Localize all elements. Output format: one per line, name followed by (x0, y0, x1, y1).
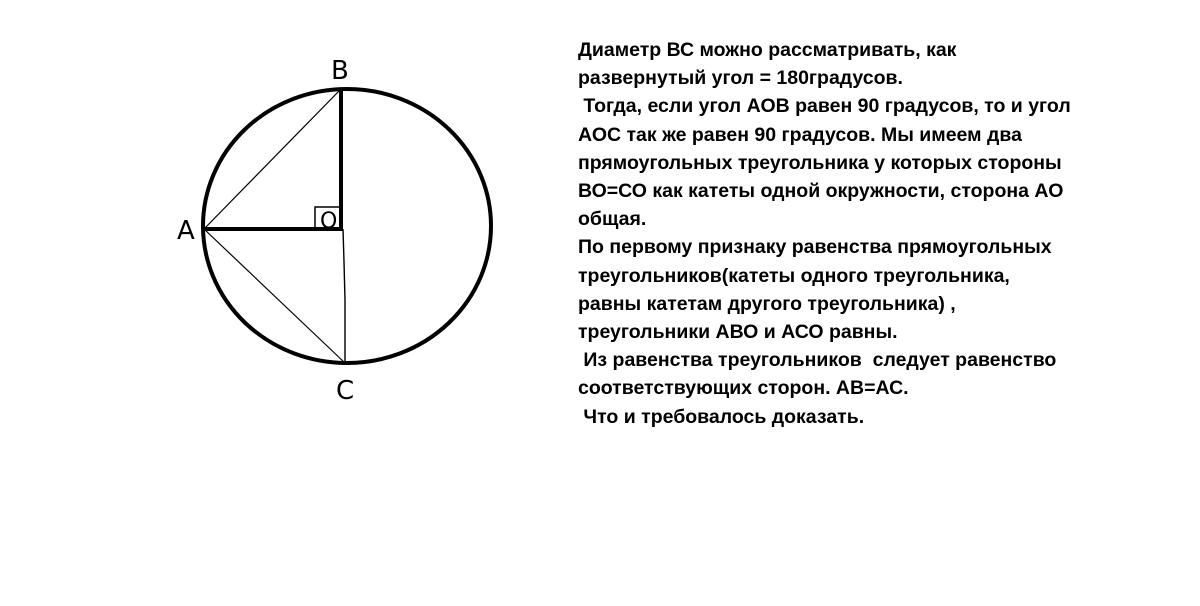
proof-line: Тогда, если угол АОВ равен 90 градусов, то и угол (578, 95, 1071, 118)
label-o: O (320, 209, 338, 234)
proof-line: соответствующих сторон. АВ=АС. (578, 377, 909, 400)
proof-text (578, 36, 1188, 431)
proof-line: прямоугольных треугольника у которых стороны (578, 151, 1062, 174)
proof-line: развернутый угол = 180градусов. (578, 67, 903, 90)
proof-line: ВО=СО как катеты одной окружности, сторона АО (578, 180, 1064, 203)
circle (203, 89, 491, 363)
geometry-diagram (0, 0, 560, 606)
proof-line: АОС так же равен 90 градусов. Мы имеем два (578, 123, 1022, 146)
point-b (338, 88, 342, 92)
proof-line: треугольники АВО и АСО равны. (578, 321, 898, 344)
radius-oc (343, 229, 345, 363)
proof-line: треугольников(катеты одного треугольника, (578, 264, 1010, 287)
proof-line: По первому признаку равенства прямоугольных (578, 236, 1052, 259)
proof-line: общая. (578, 208, 647, 231)
label-a: A (177, 216, 195, 246)
proof-line: Из равенства треугольников следует равенство (578, 349, 1057, 372)
label-b: B (331, 56, 349, 86)
proof-line: равны катетам другого треугольника) , (578, 292, 956, 315)
proof-line: Диаметр ВС можно рассматривать, как (578, 39, 957, 61)
label-c: C (336, 376, 355, 406)
proof-line: Что и требовалось доказать. (578, 405, 865, 428)
point-a (202, 227, 207, 232)
